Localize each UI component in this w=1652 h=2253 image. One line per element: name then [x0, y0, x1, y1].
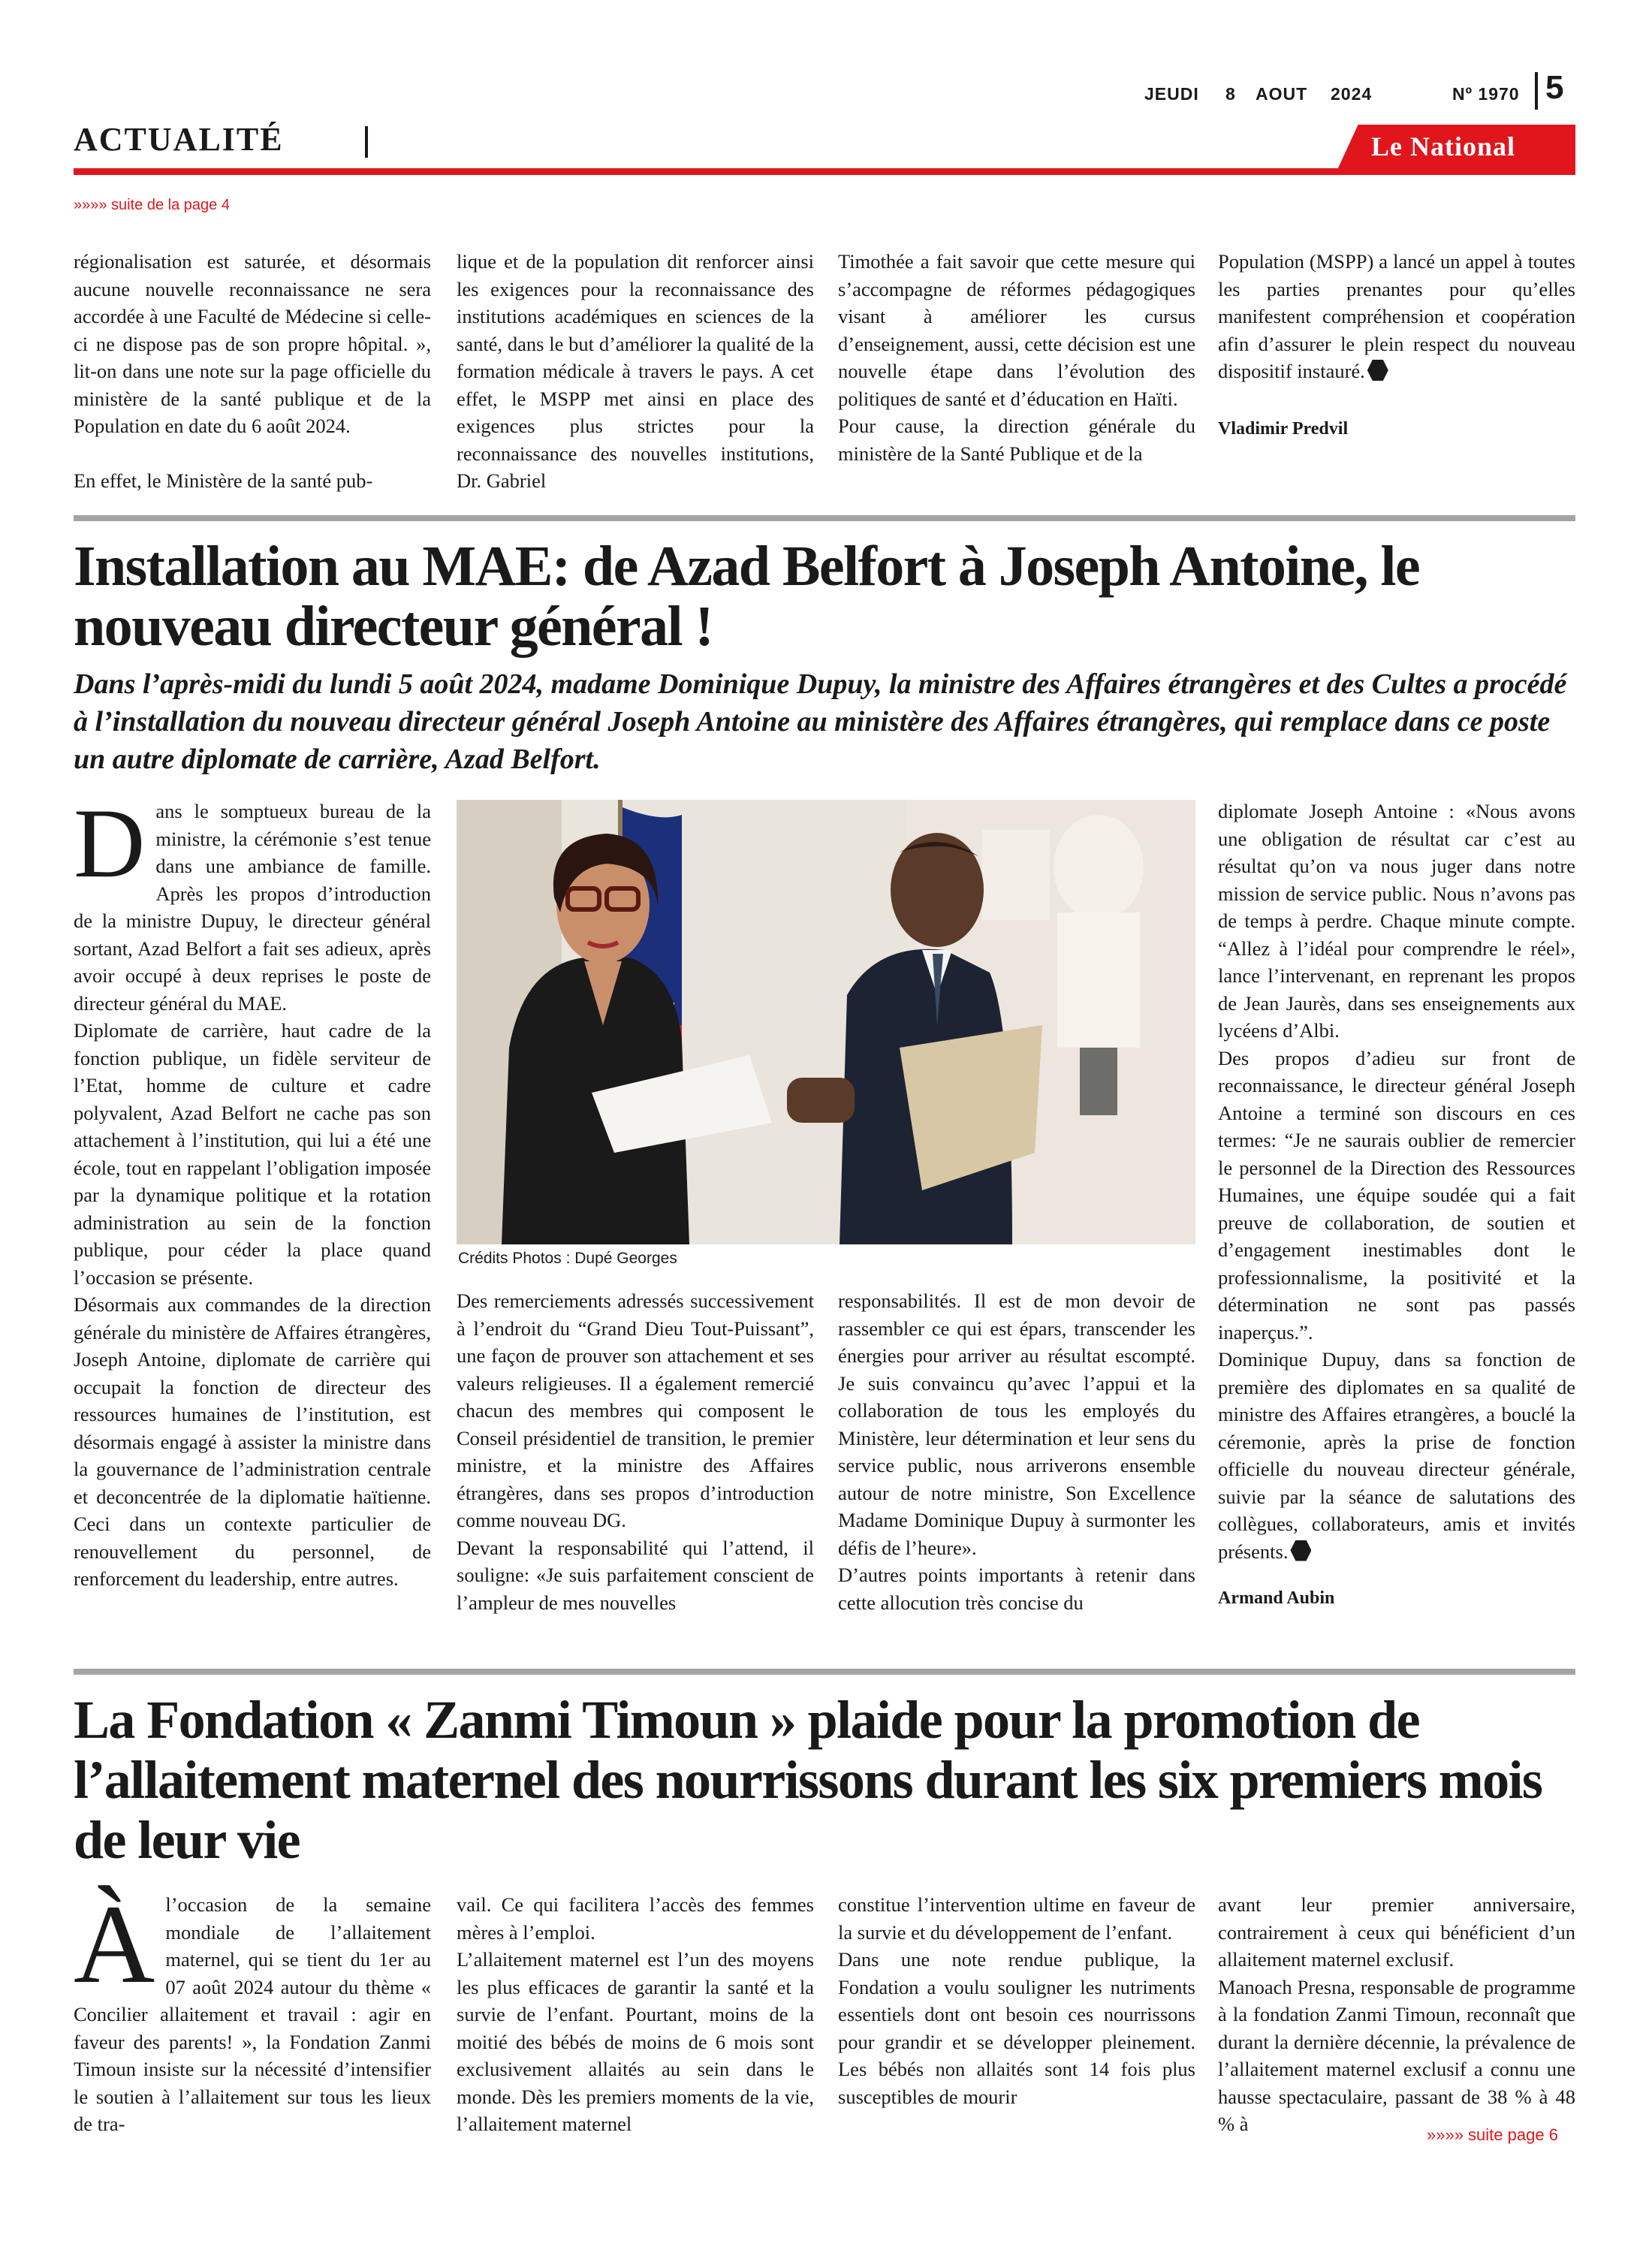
article1-paragraph: Pour cause, la direction générale du ministère de la Santé Publique et de la	[838, 415, 1195, 465]
article2-paragraph: D’autres points importants à retenir dans cette allocution très concise du	[838, 1564, 1195, 1614]
article2-column-4	[1218, 798, 1575, 1612]
article2-paragraph: Diplomate de carrière, haut cadre de la fonction publique, un fidèle serviteur de l’Etat, homme de culture et cadre polyvalent, Azad Belfort ne cache pas son attachement à l’institution, qui lui a été une école, tout en rappelant l’obligation imposée par la dynamique politique et la rotation administration au sein de la fonction publique, pour céder la place quand l’occasion se présente.	[74, 1019, 431, 1289]
article-separator	[74, 1669, 1575, 1675]
article2-column-1	[74, 788, 431, 1593]
ceremony-photo	[457, 800, 1195, 1244]
article3-paragraph: Manoach Presna, responsable de programme à la fondation Zanmi Timoun, reconnaît que durant la dernière décennie, la prévalence de l’allaitement maternel exclusif a connu une hausse spectaculaire, passant de 38 % à 48 % à	[1218, 1975, 1575, 2135]
article3-paragraph: avant leur premier anniversaire, contrairement à ceux qui bénéficient d’un allaitement maternel exclusif.	[1218, 1893, 1575, 1971]
article3-paragraph: L’allaitement maternel est l’un des moyens les plus efficaces de garantir la santé et la survie de l’enfant. Pourtant, moins de la moitié des bébés de moins de 6 mois sont exclusivement allaités au sein dans le monde. Dès les premiers moments de la vie, l’allaitement maternel	[457, 1948, 814, 2135]
article3-column-1	[74, 1882, 431, 2138]
article3-column-2	[457, 1891, 814, 2138]
issue-number: Nº 1970	[1452, 84, 1520, 104]
article3-dropcap: À	[74, 1882, 155, 2007]
article2-lede: Dans l’après-midi du lundi 5 août 2024, madame Dominique Dupuy, la ministre des Affaires étrangères et des Cultes a procédé à l’installation du nouveau directeur général Joseph Antoine au ministère des Affaires étrangères, qui remplace dans ce poste un autre diplomate de carrière, Azad Belfort.	[74, 668, 1567, 775]
header-date-number: 8	[1225, 84, 1236, 104]
article2-paragraph: Des remerciements adressés successivement à l’endroit du “Grand Dieu Tout-Puissant”, une façon de prouver son attachement et ses valeurs religieuses. Il a également remercié chacun des membres qui composent le Conseil présidentiel de transition, le premier ministre, et la ministre des Affaires étrangères, dans ses propos d’introduction comme nouveau DG.	[457, 1289, 814, 1531]
page-number-divider	[1535, 72, 1538, 110]
article2-paragraph: diplomate Joseph Antoine : «Nous avons une obligation de résultat car c’est au résultat qu’on va nous juger dans notre mission de service public. Nous n’avons pas de temps à perdre. Chaque minute compte. “Allez à l’idéal pour comprendre le réel», lance l’intervenant, en reprenant les propos de Jean Jaurès, dans ses enseignements aux lycéens d’Albi.	[1218, 800, 1575, 1042]
article1-column-3	[838, 248, 1195, 467]
article2-paragraph: ans le somptueux bureau de la ministre, la cérémonie s’est tenue dans une ambiance de famille. Après les propos d’introduction de la ministre Dupuy, le directeur général sortant, Azad Belfort a fait ses adieux, après avoir occupé à deux reprises le poste de directeur général du MAE.	[74, 800, 431, 1015]
article2-headline: Installation au MAE: de Azad Belfort à Joseph Antoine, le nouveau directeur général !	[74, 535, 1419, 658]
end-of-article-icon	[1290, 1540, 1311, 1561]
article3-paragraph: l’occasion de la semaine mondiale de l’allaitement maternel, qui se tient du 1er au 07 août 2024 autour du thème « Concilier allaitement et travail : agir en faveur des parents! », la Fondation Zanmi Timoun insiste sur la nécessité d’intensifier le soutien à l’allaitement sur tous les lieux de tra-	[74, 1893, 431, 2135]
article1-paragraph: Population (MSPP) a lancé un appel à toutes les parties prenantes pour qu’elles manifestent compréhension et coopération afin d’assurer le plein respect du nouveau dispositif instauré.	[1218, 250, 1575, 382]
header-month: AOUT	[1256, 84, 1308, 104]
photo-credit: Crédits Photos : Dupé Georges	[458, 1250, 677, 1267]
article2-column-3	[838, 1287, 1195, 1616]
article2-paragraph: Devant la responsabilité qui l’attend, il souligne: «Je suis parfaitement conscient de l’ampleur de mes nouvelles	[457, 1536, 814, 1614]
header-rule	[74, 168, 1575, 175]
end-of-article-icon	[1367, 360, 1388, 381]
ceremony-photo-illustration	[457, 800, 1195, 1244]
continued-from-label: »»»» suite de la page 4	[74, 197, 230, 213]
article1-column-4	[1218, 248, 1575, 442]
continued-on-label[interactable]: »»»» suite page 6	[1427, 2125, 1558, 2144]
section-title: ACTUALITÉ	[74, 121, 284, 158]
article2-column-2	[457, 1287, 814, 1616]
article1-paragraph: régionalisation est saturée, et désormais aucune nouvelle reconnaissance ne sera accordée à une Faculté de Médecine si celle-ci ne dispose pas de son propre hôpital. », lit-on dans une note sur la page officielle du ministère de la santé publique et de la Population en date du 6 août 2024.	[74, 250, 431, 437]
article3-column-4	[1218, 1891, 1575, 2138]
header-year: 2024	[1331, 84, 1373, 104]
article1-column-2	[457, 248, 814, 495]
section-divider	[365, 126, 368, 158]
article3-column-3	[838, 1891, 1195, 2110]
article1-column-1	[74, 248, 431, 440]
article3-headline: La Fondation « Zanmi Timoun » plaide pour la promotion de l’allaitement maternel des nourrissons durant les six premiers mois de leur vie	[74, 1690, 1542, 1870]
article3-paragraph: Dans une note rendue publique, la Fondation a voulu souligner les nutriments essentiels dont ont besoin ces nourrissons pour grandir et se développer pleinement. Les bébés non allaités sont 14 fois plus susceptibles de mourir	[838, 1948, 1195, 2108]
article1-column-1-tail	[74, 467, 431, 495]
article-separator	[74, 515, 1575, 521]
article3-paragraph: vail. Ce qui facilitera l’accès des femmes mères à l’emploi.	[457, 1893, 814, 1944]
article2-dropcap: D	[74, 788, 146, 898]
article2-paragraph: Désormais aux commandes de la direction générale du ministère de Affaires étrangères, Joseph Antoine, diplomate de carrière qui occupait la fonction de directeur des ressources humaines de l’institution, est désormais engagé à assister la ministre dans la gouvernance de l’administration centrale et deconcentrée de la diplomatie haïtienne. Ceci dans un contexte particulier de renouvellement du personnel, de renforcement du leadership, entre autres.	[74, 1293, 431, 1590]
article3-paragraph: constitue l’intervention ultime en faveur de la survie et du développement de l’enfant.	[838, 1893, 1195, 1944]
page-number: 5	[1545, 69, 1564, 106]
paper-name: Le National	[1371, 131, 1516, 161]
article2-paragraph: Dominique Dupuy, dans sa fonction de première des diplomates en sa qualité de ministre des Affaires etrangères, a bouclé la céremonie, après la prise de fonction officielle du nouveau directeur générale, suivie par la séance de salutations des collègues, collaborateurs, amis et invités présents.	[1218, 1348, 1575, 1563]
article1-paragraph: Timothée a fait savoir que cette mesure qui s’accompagne de réformes pédagogiques visant à améliorer les cursus d’enseignement, aussi, cette décision est une nouvelle étape dans l’évolution des politiques de santé et d’éducation en Haïti.	[838, 250, 1195, 410]
header-day: JEUDI	[1144, 84, 1199, 104]
article2-author: Armand Aubin	[1218, 1588, 1335, 1608]
article2-paragraph: Des propos d’adieu sur front de reconnaissance, le directeur général Joseph Antoine a terminé son discours en ces termes: “Je ne saurais oublier de remercier le personnel de la Direction des Ressources Humaines, une équipe soudée qui a fait preuve de collaboration, de soutien et d’engagement inestimables dont le professionnalisme, la positivité et la détermination ne sont pas passés inaperçus.”.	[1218, 1046, 1575, 1344]
article1-paragraph-col2: lique et de la population dit renforcer ainsi les exigences pour la reconnaissance des institutions académiques en sciences de la santé, dans le but d’améliorer la qualité de la formation médicale à travers le pays. A cet effet, le MSPP met ainsi en place des exigences plus strictes pour la reconnaissance des nouvelles institutions, Dr. Gabriel	[457, 250, 814, 492]
article1-paragraph-tail: En effet, le Ministère de la santé pub-	[74, 469, 373, 492]
article1-author: Vladimir Predvil	[1218, 418, 1349, 439]
article2-paragraph: responsabilités. Il est de mon devoir de rassembler ce qui est épars, transcender les énergies pour arriver au résultat escompté. Je suis convaincu qu’avec l’appui et la collaboration de tous les employés du Ministère, leur détermination et leur sens du service public, nous arriverons ensemble autour de notre ministre, Son Excellence Madame Dominique Dupuy à surmonter les défis de l’heure».	[838, 1289, 1195, 1559]
